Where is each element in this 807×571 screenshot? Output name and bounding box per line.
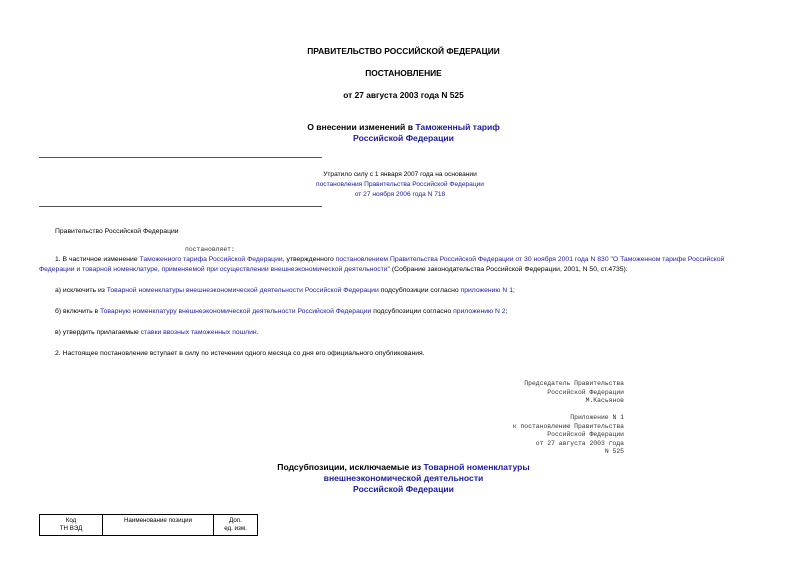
expired-line1: Утратило силу с 1 января 2007 года на основании [323, 171, 477, 178]
subtitle [0, 462, 807, 472]
pb-link-nomenclature[interactable]: Товарную номенклатуру внешнеэкономической деятельности Российской Федерации [100, 308, 372, 315]
appendix-block [420, 414, 624, 457]
appendix-line5: N 525 [604, 448, 624, 455]
subtitle-line2 [0, 473, 807, 483]
pb-text-a: б) включить в [55, 308, 100, 315]
expired-link-date[interactable]: от 27 ноября 2006 года N 718 [354, 191, 446, 198]
col-code-line2: ТН ВЭД [59, 525, 83, 532]
col-header-code [40, 515, 103, 536]
p1-link-tariff[interactable]: Таможенного тарифа Российской Федерации [139, 256, 283, 263]
p1-link-decree[interactable]: постановлением Правительства Российской Федерации от 30 ноября 2001 года N 830 "О Таможенном тарифе Российской [335, 256, 725, 263]
pa-link-nomenclature[interactable]: Товарной номенклатуры внешнеэкономической деятельности Российской Федерации [106, 287, 379, 294]
p1-text-c: (Собрание законодательства Российской Федерации, 2001, N 50, ст.4735): [390, 266, 628, 273]
pb-text-b: подсубпозиции согласно [371, 308, 454, 315]
col-header-name: Наименование позиции [103, 515, 214, 536]
body-postanovlyaet: постановляет: [185, 246, 235, 253]
expired-notice [290, 170, 510, 200]
pa-text-b: подсубпозиции согласно [378, 287, 461, 294]
title-link-tariff[interactable]: Таможенный тариф [415, 122, 500, 132]
subtitle-link-line2[interactable]: внешнеэкономической деятельности [323, 473, 484, 483]
header-doc-type: ПОСТАНОВЛЕНИЕ [365, 68, 442, 78]
appendix-line2: к постановлению Правительства [512, 422, 624, 430]
signature-block [420, 380, 624, 406]
paragraph-2: 2. Настоящее постановление вступает в силу по истечении одного месяца со дня его официального опубликования. [55, 350, 425, 357]
col-unit-line2: ед. изм. [224, 525, 247, 532]
signature-position: Председатель Правительства [524, 380, 624, 387]
body-government: Правительство Российской Федерации [55, 228, 179, 235]
subtitle-prefix: Подсубпозиции, исключаемые из [277, 462, 424, 472]
appendix-line1: Приложение N 1 [570, 414, 624, 421]
divider-top [39, 157, 322, 158]
paragraph-1-cont [39, 265, 774, 275]
pb-link-appendix2[interactable]: приложению N 2 [453, 308, 506, 315]
subtitle-link-line1[interactable]: Товарной номенклатуры [423, 462, 530, 472]
appendix-line3: Российской Федерации [547, 431, 624, 438]
subtitle-link-line3[interactable]: Российской Федерации [353, 484, 454, 494]
paragraph-b [55, 307, 507, 317]
positions-table [39, 514, 258, 536]
header-government: ПРАВИТЕЛЬСТВО РОССИЙСКОЙ ФЕДЕРАЦИИ [307, 46, 500, 56]
pv-text-a: в) утвердить прилагаемые [55, 329, 141, 336]
pa-link-appendix1[interactable]: приложению N 1 [460, 287, 513, 294]
table-header-row [40, 515, 258, 536]
pb-text-c: ; [505, 308, 508, 315]
pv-text-b: . [256, 329, 259, 336]
p1-text-b: , утвержденного [282, 256, 336, 263]
paragraph-v [55, 328, 259, 338]
subtitle-line3 [0, 484, 807, 494]
col-unit-line1: Доп. [229, 517, 242, 524]
pa-text-c: ; [513, 287, 515, 294]
document-title-line2 [0, 133, 807, 143]
document-title [0, 122, 807, 132]
col-code-line1: Код [65, 517, 77, 524]
p1-text-a: 1. В частичное изменение [55, 256, 140, 263]
title-prefix: О внесении изменений в [307, 122, 416, 132]
title-link-federation[interactable]: Российской Федерации [353, 133, 454, 143]
signature-country: Российской Федерации [547, 388, 624, 396]
p1-link-decree-cont[interactable]: Федерации и товарной номенклатуре, применяемой при осуществлении внешнеэкономической деятельности" [39, 266, 391, 273]
paragraph-a [55, 286, 515, 296]
pv-link-rates[interactable]: ставки ввозных таможенных пошлин [140, 329, 257, 336]
appendix-line4: от 27 августа 2003 года [535, 439, 624, 447]
expired-link-decree[interactable]: постановления Правительства Российской Федерации [316, 181, 484, 188]
pa-text-a: а) исключить из [55, 287, 107, 294]
signature-name: М.Касьянов [585, 397, 624, 404]
header-date: от 27 августа 2003 года N 525 [343, 90, 464, 100]
divider-bottom [39, 206, 322, 207]
paragraph-1 [39, 255, 774, 265]
col-header-unit [214, 515, 258, 536]
